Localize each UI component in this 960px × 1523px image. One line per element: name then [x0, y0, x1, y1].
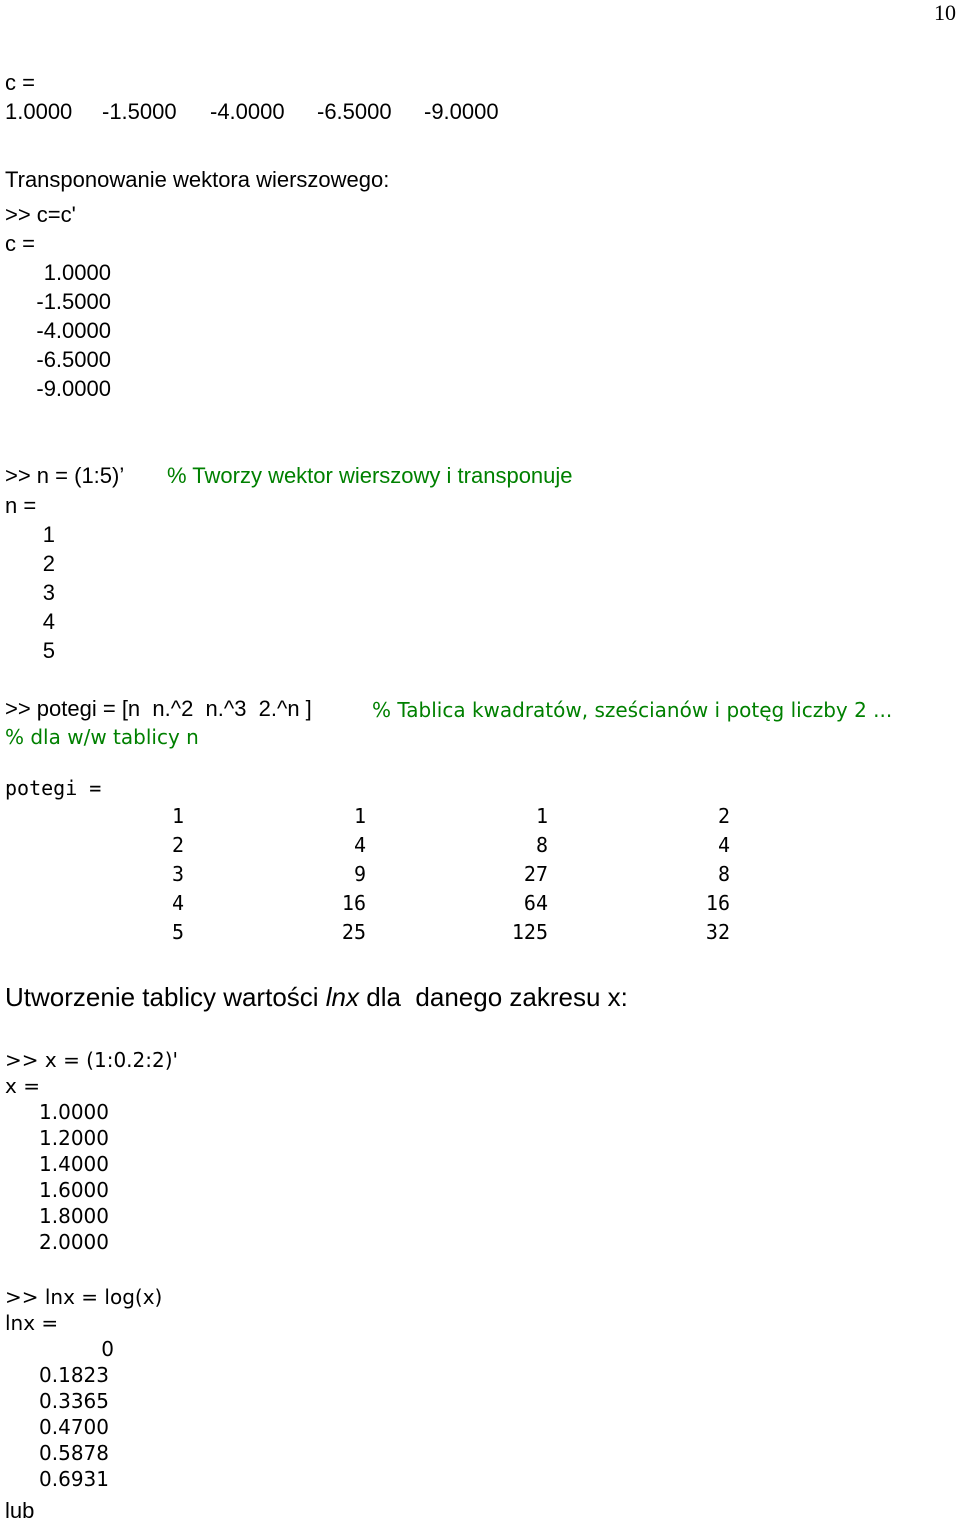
table-cell: 125	[511, 920, 548, 944]
x-value-1: 1.0000	[39, 1100, 109, 1124]
command-line: >> potegi = [n n.^2 n.^3 2.^n ]	[5, 696, 312, 721]
table-cell: 8	[717, 862, 730, 886]
c-row-value-3: -4.0000	[210, 99, 285, 124]
table-cell: 4	[353, 833, 366, 857]
lnx-value-2: 0.1823	[39, 1363, 109, 1387]
n-value-3: 3	[42, 580, 55, 605]
table-cell: 9	[353, 862, 366, 886]
table-cell: 16	[341, 891, 366, 915]
table-cell: 1	[535, 804, 548, 828]
heading-text-tail: dla danego zakresu x:	[359, 982, 628, 1012]
code-comment: % Tworzy wektor wierszowy i transponuje	[167, 463, 573, 488]
code-comment-continuation: % dla w/w tablicy n	[5, 725, 199, 749]
n-value-4: 4	[42, 609, 55, 634]
var-n-label: n =	[5, 493, 37, 518]
x-value-6: 2.0000	[39, 1230, 109, 1254]
lnx-value-3: 0.3365	[39, 1389, 109, 1413]
table-cell: 2	[171, 833, 184, 857]
table-cell: 1	[171, 804, 184, 828]
lnx-value-6: 0.6931	[39, 1467, 109, 1491]
lnx-table-heading	[5, 984, 628, 1010]
var-potegi-label: potegi =	[5, 776, 102, 800]
n-value-2: 2	[42, 551, 55, 576]
x-value-3: 1.4000	[39, 1152, 109, 1176]
c-row-value-2: -1.5000	[102, 99, 177, 124]
heading-italic-term: lnx	[325, 982, 360, 1012]
n-value-1: 1	[42, 522, 55, 547]
table-cell: 5	[171, 920, 184, 944]
lnx-value-1: 0	[101, 1337, 114, 1361]
table-cell: 64	[523, 891, 548, 915]
command-line: >> x = (1:0.2:2)'	[5, 1048, 179, 1072]
c-col-value-1: 1.0000	[43, 260, 111, 285]
var-lnx-label: lnx =	[5, 1311, 59, 1335]
heading-text: Utworzenie tablicy wartości	[5, 982, 326, 1012]
c-row-value-4: -6.5000	[317, 99, 392, 124]
table-cell: 3	[171, 862, 184, 886]
c-row-value-1: 1.0000	[5, 99, 73, 124]
x-value-4: 1.6000	[39, 1178, 109, 1202]
x-value-5: 1.8000	[39, 1204, 109, 1228]
var-x-label: x =	[5, 1074, 40, 1098]
transpose-heading: Transponowanie wektora wierszowego:	[5, 167, 390, 192]
c-row-value-5: -9.0000	[424, 99, 499, 124]
c-col-value-2: -1.5000	[36, 289, 111, 314]
c-col-value-3: -4.0000	[36, 318, 111, 343]
lnx-value-5: 0.5878	[39, 1441, 109, 1465]
var-c-label: c =	[5, 70, 35, 95]
table-cell: 4	[717, 833, 730, 857]
table-cell: 1	[353, 804, 366, 828]
command-line: >> n = (1:5)’	[5, 463, 125, 488]
table-cell: 32	[705, 920, 730, 944]
table-cell: 27	[523, 862, 548, 886]
c-col-value-5: -9.0000	[36, 376, 111, 401]
trailing-word: lub	[5, 1498, 35, 1523]
x-value-2: 1.2000	[39, 1126, 109, 1150]
var-c-label: c =	[5, 231, 35, 256]
c-col-value-4: -6.5000	[36, 347, 111, 372]
table-cell: 25	[341, 920, 366, 944]
table-cell: 4	[171, 891, 184, 915]
command-line: >> c=c'	[5, 202, 76, 227]
code-comment: % Tablica kwadratów, sześcianów i potęg liczby 2 ...	[372, 698, 893, 722]
lnx-value-4: 0.4700	[39, 1415, 109, 1439]
table-cell: 16	[705, 891, 730, 915]
table-cell: 2	[717, 804, 730, 828]
n-value-5: 5	[42, 638, 55, 663]
command-line: >> lnx = log(x)	[5, 1285, 163, 1309]
table-cell: 8	[535, 833, 548, 857]
page-number: 10	[934, 0, 956, 25]
